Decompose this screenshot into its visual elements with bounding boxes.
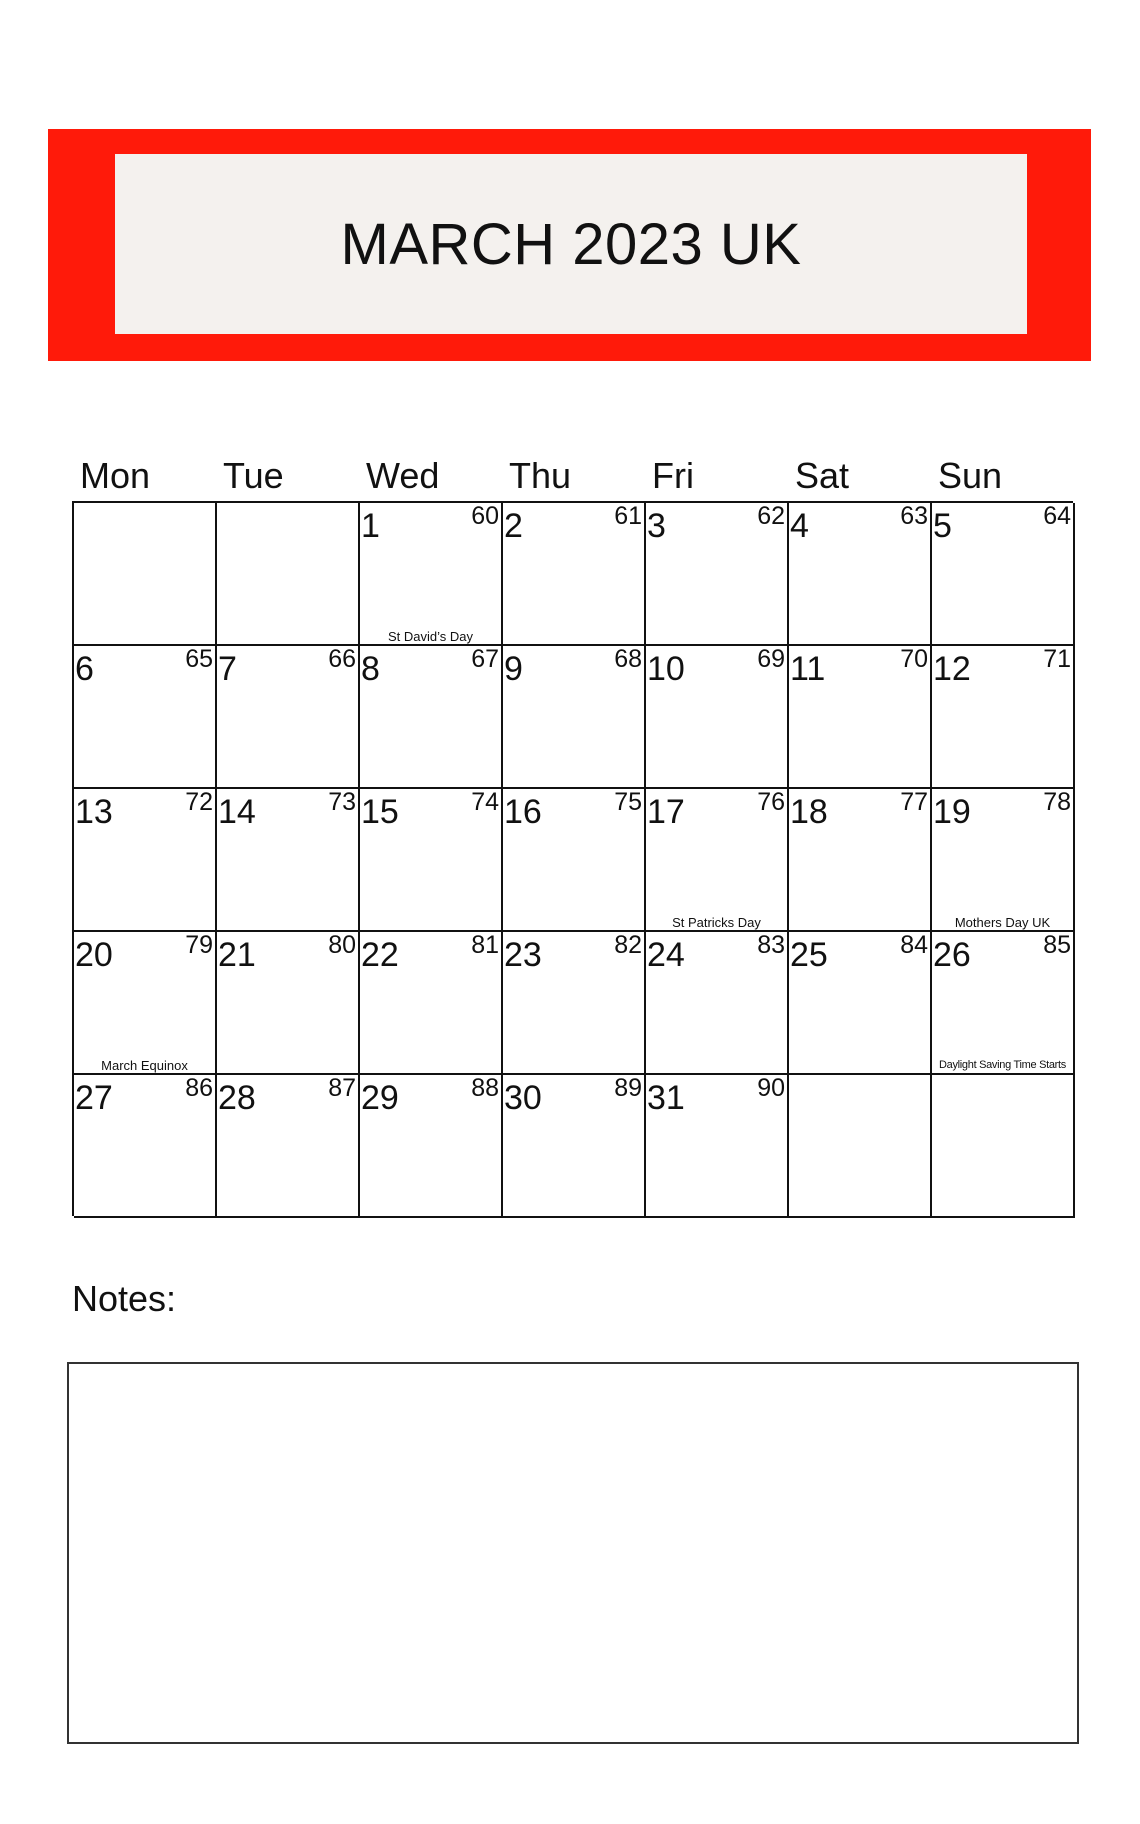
day-cell xyxy=(789,503,932,646)
day-of-year: 70 xyxy=(900,646,928,673)
day-number: 26 xyxy=(933,936,971,974)
day-number: 3 xyxy=(647,507,666,545)
notes-box[interactable] xyxy=(67,1362,1079,1744)
day-number: 13 xyxy=(75,793,113,831)
day-number: 2 xyxy=(504,507,523,545)
title-banner xyxy=(48,129,1091,361)
day-of-year: 63 xyxy=(900,503,928,530)
calendar-grid xyxy=(72,501,1073,1216)
day-number: 17 xyxy=(647,793,685,831)
title-panel xyxy=(115,154,1027,334)
weekday-wed: Wed xyxy=(366,455,440,496)
holiday-label: March Equinox xyxy=(101,1058,188,1073)
day-number: 11 xyxy=(790,650,826,688)
day-cell xyxy=(360,789,503,932)
day-number: 6 xyxy=(75,650,94,688)
holiday-label: Daylight Saving Time Starts xyxy=(938,1059,1066,1071)
weekday-tue: Tue xyxy=(223,455,284,496)
day-cell xyxy=(932,789,1075,932)
day-cell xyxy=(217,932,360,1075)
day-cell xyxy=(932,932,1075,1075)
holiday-label: Mothers Day UK xyxy=(954,915,1051,930)
day-cell xyxy=(932,646,1075,789)
day-of-year: 69 xyxy=(757,646,785,673)
day-cell xyxy=(360,503,503,646)
day-number: 18 xyxy=(790,793,828,831)
calendar-title: MARCH 2023 UK xyxy=(340,211,802,277)
day-cell xyxy=(646,932,789,1075)
day-number: 23 xyxy=(504,936,542,974)
day-number: 7 xyxy=(218,650,237,688)
day-of-year: 60 xyxy=(471,503,499,530)
day-cell xyxy=(646,1075,789,1218)
empty-day-cell xyxy=(217,503,360,646)
day-number: 5 xyxy=(933,507,952,545)
day-number: 20 xyxy=(75,936,113,974)
day-number: 25 xyxy=(790,936,828,974)
day-of-year: 78 xyxy=(1043,789,1071,816)
day-number: 21 xyxy=(218,936,256,974)
day-cell xyxy=(74,789,217,932)
day-of-year: 87 xyxy=(328,1075,356,1102)
day-cell xyxy=(360,932,503,1075)
day-of-year: 80 xyxy=(328,932,356,959)
day-number: 8 xyxy=(361,650,380,688)
day-of-year: 86 xyxy=(185,1075,213,1102)
day-number: 22 xyxy=(361,936,399,974)
day-of-year: 64 xyxy=(1043,503,1071,530)
day-of-year: 77 xyxy=(900,789,928,816)
day-of-year: 76 xyxy=(757,789,785,816)
day-number: 12 xyxy=(933,650,971,688)
day-of-year: 85 xyxy=(1043,932,1071,959)
day-cell xyxy=(360,1075,503,1218)
day-of-year: 83 xyxy=(757,932,785,959)
day-number: 27 xyxy=(75,1079,113,1117)
day-cell xyxy=(932,503,1075,646)
day-cell xyxy=(217,646,360,789)
day-cell xyxy=(217,789,360,932)
day-cell xyxy=(74,932,217,1075)
day-cell xyxy=(646,789,789,932)
day-cell xyxy=(360,646,503,789)
notes-label: Notes: xyxy=(72,1278,177,1319)
day-number: 1 xyxy=(361,507,380,545)
day-cell xyxy=(789,789,932,932)
day-of-year: 72 xyxy=(185,789,213,816)
day-of-year: 73 xyxy=(328,789,356,816)
day-cell xyxy=(74,646,217,789)
weekday-sat: Sat xyxy=(795,455,850,496)
day-of-year: 66 xyxy=(328,646,356,673)
day-of-year: 75 xyxy=(614,789,642,816)
day-number: 30 xyxy=(504,1079,542,1117)
day-of-year: 71 xyxy=(1043,646,1071,673)
day-cell xyxy=(74,1075,217,1218)
day-of-year: 74 xyxy=(471,789,499,816)
day-number: 9 xyxy=(504,650,523,688)
day-number: 24 xyxy=(647,936,685,974)
day-cell xyxy=(503,1075,646,1218)
day-number: 16 xyxy=(504,793,542,831)
day-of-year: 90 xyxy=(757,1075,785,1102)
day-number: 10 xyxy=(647,650,685,688)
day-cell xyxy=(503,646,646,789)
day-of-year: 67 xyxy=(471,646,499,673)
day-cell xyxy=(789,932,932,1075)
weekday-mon: Mon xyxy=(80,455,151,496)
day-number: 29 xyxy=(361,1079,399,1117)
day-of-year: 88 xyxy=(471,1075,499,1102)
day-cell xyxy=(646,646,789,789)
day-of-year: 79 xyxy=(185,932,213,959)
day-of-year: 68 xyxy=(614,646,642,673)
empty-day-cell xyxy=(74,503,217,646)
day-of-year: 82 xyxy=(614,932,642,959)
day-number: 15 xyxy=(361,793,399,831)
holiday-label: St Patricks Day xyxy=(672,915,761,930)
day-of-year: 81 xyxy=(471,932,499,959)
day-of-year: 61 xyxy=(614,503,642,530)
day-number: 31 xyxy=(647,1079,685,1117)
weekday-thu: Thu xyxy=(509,455,572,496)
weekday-header-row xyxy=(72,455,1072,505)
empty-day-cell xyxy=(789,1075,932,1218)
day-of-year: 62 xyxy=(757,503,785,530)
day-cell xyxy=(503,932,646,1075)
weekday-sun: Sun xyxy=(938,455,1003,496)
day-cell xyxy=(789,646,932,789)
day-cell xyxy=(503,789,646,932)
day-number: 28 xyxy=(218,1079,256,1117)
day-of-year: 89 xyxy=(614,1075,642,1102)
day-number: 14 xyxy=(218,793,256,831)
empty-day-cell xyxy=(932,1075,1075,1218)
day-cell xyxy=(217,1075,360,1218)
day-of-year: 65 xyxy=(185,646,213,673)
day-number: 4 xyxy=(790,507,809,545)
day-of-year: 84 xyxy=(900,932,928,959)
day-cell xyxy=(503,503,646,646)
day-cell xyxy=(646,503,789,646)
holiday-label: St David’s Day xyxy=(387,629,473,644)
weekday-fri: Fri xyxy=(652,455,694,496)
day-number: 19 xyxy=(933,793,971,831)
